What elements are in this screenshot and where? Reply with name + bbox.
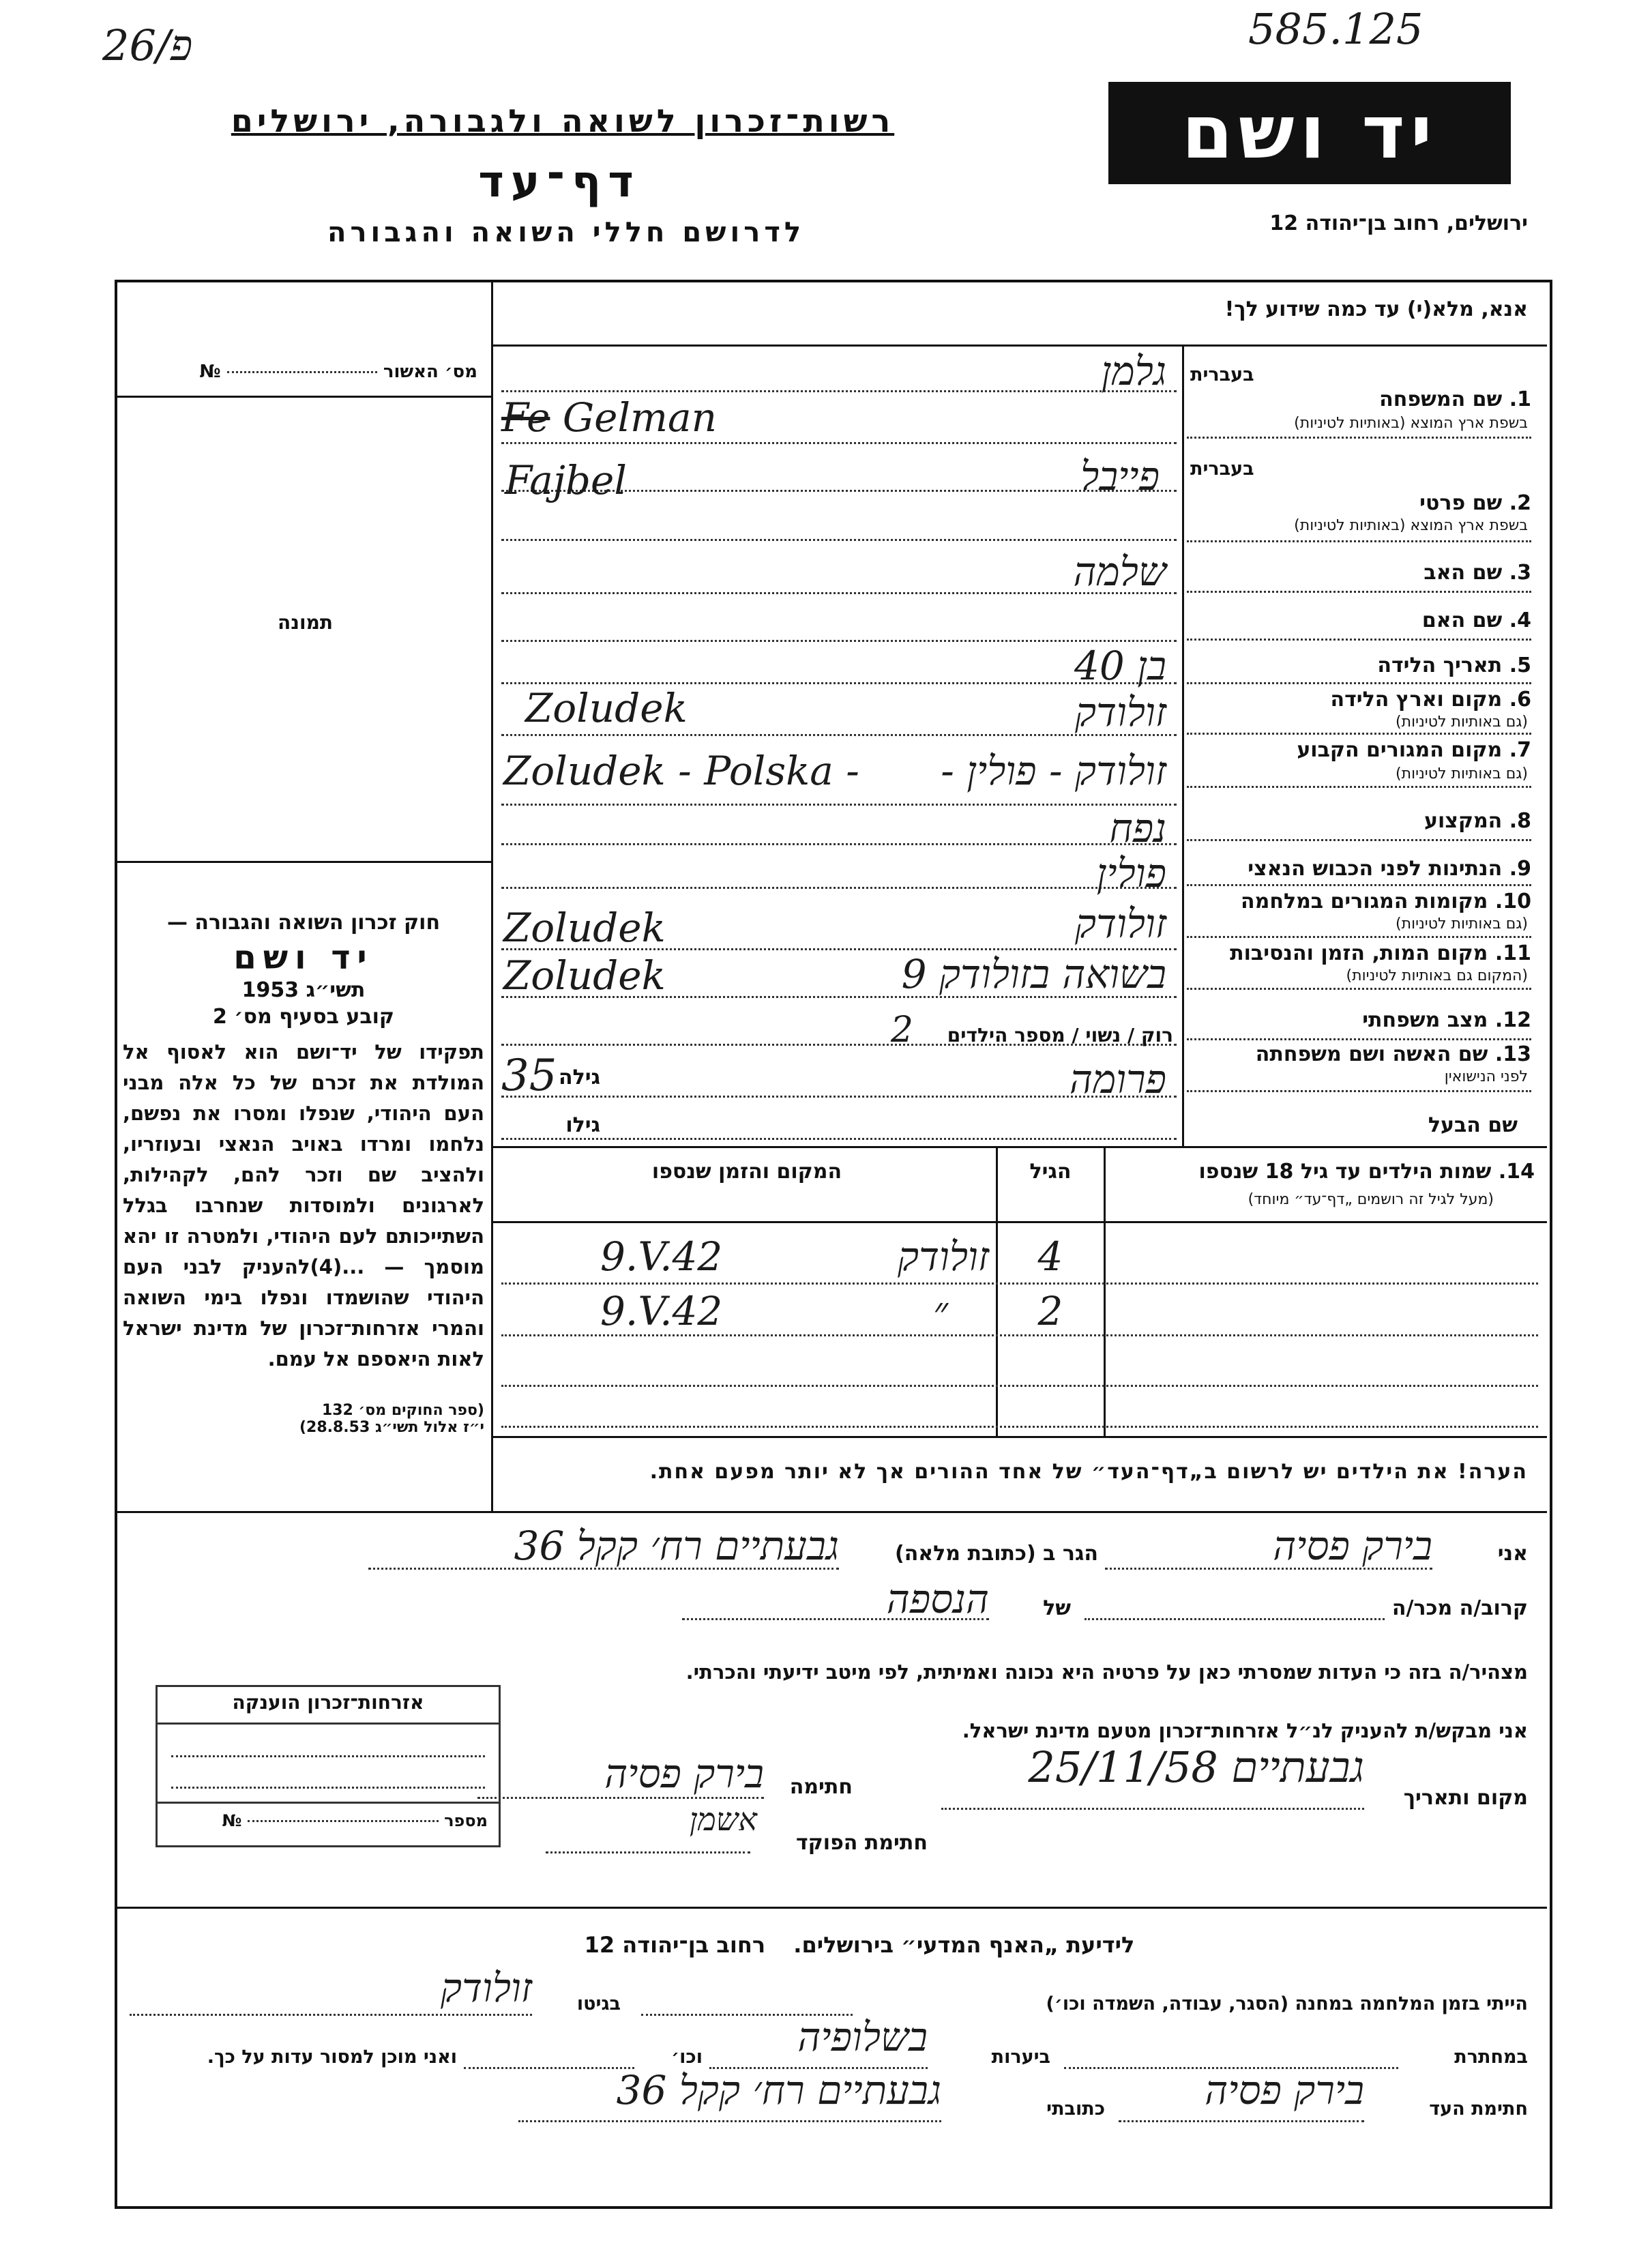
yad-vashem-logo xyxy=(1108,82,1511,184)
divider-footer xyxy=(115,1907,1547,1909)
relation-rule xyxy=(1085,1618,1385,1620)
footer-ghetto[interactable]: זולודק xyxy=(441,1965,532,2011)
field-1-sub: בשפת ארץ המוצא (באותיות לטיניות) xyxy=(1294,415,1528,432)
citizenship-box-line-1 xyxy=(171,1755,485,1757)
declarant-address[interactable]: גבעתיים רח׳ קקל 36 xyxy=(514,1523,839,1569)
citizenship-box-divider xyxy=(158,1722,499,1725)
divider-children-age xyxy=(996,1146,998,1436)
child-2-age[interactable]: 2 xyxy=(1037,1288,1063,1334)
field-11-label xyxy=(1190,941,1531,965)
divider-children xyxy=(491,1146,1547,1148)
children-row-4-rule xyxy=(501,1426,1538,1428)
field-11-num: 11. xyxy=(1494,941,1531,965)
approval-number xyxy=(130,362,477,382)
field-7-text: מקום המגורים הקבוע xyxy=(1297,738,1503,762)
birthplace-latin[interactable]: Zoludek xyxy=(525,685,688,731)
field-9-label xyxy=(1190,857,1531,881)
approval-input[interactable] xyxy=(227,371,377,373)
footer-etc-label: וכו׳ xyxy=(671,2047,703,2068)
law-block xyxy=(123,911,484,1436)
children-col-place: המקום והזמן שנספו xyxy=(651,1160,842,1184)
relation-value[interactable]: הנספה xyxy=(886,1576,989,1622)
declaration-statement: מצהיר/ה בזה כי העדות שמסרתי כאן על פרטיה היא נכונה ואמיתית, לפי מיטב ידיעתי והכרתי. xyxy=(685,1660,1528,1684)
divider-note xyxy=(491,1436,1547,1438)
footer-witness-address-label: כתובתי xyxy=(1046,2098,1105,2120)
footer-witness-label: חתימת העד xyxy=(1429,2098,1528,2120)
field-8-label xyxy=(1190,809,1531,833)
wife-age-label: גילה xyxy=(559,1066,600,1089)
field-7-sub: (גם באותיות לטיניות) xyxy=(1396,765,1528,782)
law-body: תפקידו של יד־ושם הוא לאסוף אל המולדת את זכרם של כל אלה מבני העם היהודי, שנפלו ומסרו את נפשם, נלחמו ומרדו באויב הנאצי ובעוזריו, ולהציב שם וזכר להם, לקהילות, לארגונים ולמוסדות שנחרבו בגלל השתייכותם לעם היהודי, ולמטרה זו יהא מוסמך — ...(4)להעניק לבני העם היהודי שהושמדו ונפלו בימי השואה והמרי אזרחות־זכרון של מדינת ישראל לאות היאספם אל עמם. xyxy=(123,1040,484,1370)
field-12-rule xyxy=(1187,1038,1531,1040)
footer-ready-label: ואני מוכן למסור עדות על כך. xyxy=(207,2047,457,2068)
divider-children-name xyxy=(1104,1146,1106,1436)
field-1-rule xyxy=(1187,437,1531,439)
relation-label: קרוב/ה מכר/ה xyxy=(1391,1596,1528,1620)
officer-signature[interactable]: אשמן xyxy=(689,1801,757,1838)
divider-request xyxy=(491,344,1547,347)
place-date-rule xyxy=(941,1808,1364,1810)
firstname-latin[interactable]: Fajbel xyxy=(505,457,627,503)
field-12-label xyxy=(1190,1008,1531,1032)
law-year-heb: תשי״ג xyxy=(306,978,366,1002)
field-9-rule xyxy=(1187,884,1531,886)
field-3-num: 3. xyxy=(1509,561,1531,585)
request-line: אנא, מלא(י) עד כמה שידוע לך! xyxy=(1224,297,1528,321)
field-8-rule xyxy=(1187,839,1531,841)
citizenship-request: אני מבקש/ת להעניק לנ״ל אזרחות־זכרון מטעם מדינת ישראל. xyxy=(962,1719,1528,1742)
declarant-name[interactable]: בירק פסיה xyxy=(1273,1523,1432,1569)
archive-number: 585.125 xyxy=(1248,4,1424,54)
divider-photo xyxy=(115,861,491,863)
form-subtitle: לדרושם חללי השואה והגבורה xyxy=(327,217,806,248)
child-2-place[interactable]: ״ xyxy=(932,1288,948,1334)
field-6-rule xyxy=(1187,733,1531,735)
approval-label: מס׳ האשור xyxy=(383,362,477,382)
citizenship-granted-box xyxy=(156,1685,501,1847)
field-10-num: 10. xyxy=(1494,890,1531,913)
field-5-num: 5. xyxy=(1509,654,1531,677)
law-clause: קובע בסעיף מס׳ 2 xyxy=(212,1005,395,1029)
divider-label-column xyxy=(1182,344,1184,1146)
surname-hebrew[interactable]: גלמן xyxy=(1101,348,1166,394)
wife-name[interactable]: פרומה xyxy=(1069,1056,1166,1102)
field-5-label xyxy=(1190,654,1531,677)
field-6-sub: (גם באותיות לטיניות) xyxy=(1396,714,1528,731)
field-2-num: 2. xyxy=(1509,491,1531,515)
field-13-text: שם האשה ושם משפחתה xyxy=(1255,1042,1488,1066)
child-2-date[interactable]: 9.V.42 xyxy=(600,1288,723,1334)
children-row-2-rule xyxy=(501,1334,1538,1336)
footer-witness-address[interactable]: גבעתיים רח׳ קקל 36 xyxy=(616,2067,941,2113)
field-2-label xyxy=(1190,491,1531,515)
children-row-3-rule xyxy=(501,1385,1538,1387)
field-5-text: תאריך הלידה xyxy=(1377,654,1503,677)
wartime-place-latin[interactable]: Zoludek xyxy=(503,905,666,951)
children-count: 2 xyxy=(890,1010,913,1051)
law-year-num: 1953 xyxy=(241,978,299,1002)
field-2-heb-tag: בעברית xyxy=(1190,458,1254,480)
declarant-address-label: הגר ב (כתובת מלאה) xyxy=(894,1542,1098,1566)
citizenship-box-line-2 xyxy=(171,1787,485,1789)
field-11-sub: (המקום גם באותיות לטיניות) xyxy=(1346,967,1528,984)
marital-status[interactable] xyxy=(682,1010,1173,1051)
field-7-rule xyxy=(1187,786,1531,788)
children-header-rule xyxy=(491,1221,1547,1223)
field-9-num: 9. xyxy=(1509,857,1531,881)
photo-label: תמונה xyxy=(278,611,333,634)
citizenship-box-number xyxy=(168,1811,488,1830)
birth-date[interactable]: בן 40 xyxy=(1074,643,1166,689)
footer-camp-label: הייתי בזמן המלחמה במחנה (הסגר, עבודה, השמדה וכו׳) xyxy=(1046,1993,1528,2014)
divider-approval xyxy=(115,396,491,398)
field-13-label xyxy=(1190,1042,1531,1066)
residence-hebrew[interactable]: זולודק - פולין - xyxy=(941,748,1166,794)
field-10-text: מקומות המגורים במלחמה xyxy=(1241,890,1488,913)
field-7-num: 7. xyxy=(1509,738,1531,762)
field-6-text: מקום וארץ הלידה xyxy=(1330,688,1503,712)
law-name: יד ושם xyxy=(233,939,374,977)
child-1-place[interactable]: זולודק xyxy=(898,1233,989,1280)
field-9-text: הנתינות לפני הכבוש הנאצי xyxy=(1248,857,1503,881)
field-2-text: שם פרטי xyxy=(1419,491,1503,515)
footer-address: רחוב בן־יהודה 12 xyxy=(584,1932,766,1958)
profession[interactable]: נפח xyxy=(1109,805,1166,851)
field-2-rule xyxy=(1187,540,1531,542)
field-4-text: שם האם xyxy=(1421,609,1503,632)
photo-area xyxy=(126,407,484,855)
field-3-rule xyxy=(1187,591,1531,593)
birthplace-hebrew[interactable]: זולודק xyxy=(1075,689,1166,735)
law-title: חוק זכרון השואה והגבורה — xyxy=(166,911,441,935)
divider-declaration xyxy=(115,1511,1547,1513)
field-6-num: 6. xyxy=(1509,688,1531,712)
death-place-latin[interactable]: Zoludek xyxy=(503,952,666,999)
field-12-num: 12. xyxy=(1494,1008,1531,1032)
footer-ghetto-rule xyxy=(130,2014,532,2016)
value-rule-14 xyxy=(501,1138,1177,1140)
footer-partisan-label: במחתרת xyxy=(1454,2047,1528,2068)
field-1-label xyxy=(1190,387,1531,411)
field-7-label xyxy=(1190,738,1531,762)
field-11-rule xyxy=(1187,988,1531,990)
field-3-label xyxy=(1190,561,1531,585)
field-1-num: 1. xyxy=(1509,387,1531,411)
child-1-date[interactable]: 9.V.42 xyxy=(600,1233,723,1280)
footer-heading xyxy=(477,1932,1241,1958)
field-4-num: 4. xyxy=(1509,609,1531,632)
law-source-date: י״ז אלול תשי״ג 28.8.53) xyxy=(299,1419,484,1436)
field-8-num: 8. xyxy=(1509,809,1531,833)
value-rule-2b xyxy=(501,539,1177,541)
surname-struck: Fe xyxy=(501,394,550,441)
value-rule-4 xyxy=(501,640,1177,642)
husband-label: שם הבעל xyxy=(1428,1113,1518,1137)
field-8-text: המקצוע xyxy=(1424,809,1503,833)
field-1-heb-tag: בעברית xyxy=(1190,364,1254,385)
field-4-rule xyxy=(1187,639,1531,641)
wartime-place-hebrew[interactable]: זולודק xyxy=(1075,900,1166,947)
authority-name: רשות־זכרון לשואה ולגבורה, ירושלים xyxy=(231,102,895,139)
footer-witness-address-rule xyxy=(518,2120,941,2122)
page-code: פ/26 xyxy=(102,20,193,70)
law-source: (ספר החוקים מס׳ 132 xyxy=(321,1402,484,1419)
field-5-rule xyxy=(1187,682,1531,684)
field-6-label xyxy=(1190,688,1531,712)
citizenship-box-no: № xyxy=(222,1811,242,1830)
citizenship[interactable]: פולין xyxy=(1096,850,1166,896)
value-rule-1b xyxy=(501,442,1177,444)
firstname-hebrew[interactable]: פייבל xyxy=(1080,453,1160,499)
children-col-age: הגיל xyxy=(1029,1160,1072,1184)
field-2-sub: בשפת ארץ המוצא (באותיות לטיניות) xyxy=(1294,517,1528,534)
footer-witness-rule xyxy=(1119,2120,1364,2122)
children-title: 14. שמות הילדים עד גיל 18 שנספו xyxy=(1198,1160,1535,1184)
law-year xyxy=(123,978,484,1002)
field-3-text: שם האב xyxy=(1424,561,1503,585)
residence-latin[interactable]: Zoludek - Polska - xyxy=(503,748,859,794)
header-address: ירושלים, רחוב בן־יהודה 12 xyxy=(1269,211,1528,235)
signature-rule xyxy=(477,1797,764,1799)
place-date[interactable]: גבעתיים 25/11/58 xyxy=(1028,1742,1364,1792)
officer-signature-label: חתימת הפוקד xyxy=(796,1831,928,1855)
child-1-age[interactable]: 4 xyxy=(1037,1233,1063,1280)
footer-forest[interactable]: בשלופיה xyxy=(797,2014,928,2060)
field-1-text: שם המשפחה xyxy=(1379,387,1503,411)
citizenship-box-number-input[interactable] xyxy=(248,1820,439,1822)
children-row-1-rule xyxy=(501,1282,1538,1285)
field-10-sub: (גם באותיות לטיניות) xyxy=(1396,915,1528,933)
surname-latin-text: Gelman xyxy=(562,394,717,441)
field-13-rule xyxy=(1187,1090,1531,1092)
footer-witness-signature[interactable]: בירק פסיה xyxy=(1205,2067,1364,2113)
officer-signature-rule xyxy=(546,1851,750,1853)
declarant-signature[interactable]: בירק פסיה xyxy=(604,1750,764,1797)
citizenship-box-divider-2 xyxy=(158,1802,499,1804)
field-10-rule xyxy=(1187,936,1531,938)
footer-forest-label: ביערות xyxy=(991,2047,1050,2068)
approval-no: № xyxy=(199,362,221,382)
field-12-text: מצב משפחתי xyxy=(1362,1008,1488,1032)
field-13-num: 13. xyxy=(1494,1042,1531,1066)
father-name[interactable]: שלמה xyxy=(1073,548,1166,595)
children-note: הערה! את הילדים יש לרשום ב„דף־העד״ של אחד ההורים אך לא יותר מפעם אחת. xyxy=(649,1460,1528,1484)
field-4-label xyxy=(1190,609,1531,632)
of-label: של xyxy=(1043,1596,1071,1620)
logo-text: יד ושם xyxy=(1181,90,1438,175)
citizenship-box-number-label: מספר xyxy=(444,1811,488,1830)
field-13-sub: לפני הנישואין xyxy=(1444,1068,1528,1085)
divider-left-column xyxy=(491,280,493,1511)
signature-label: חתימה xyxy=(789,1775,853,1799)
wife-age[interactable]: 35 xyxy=(501,1051,557,1101)
husband-age-label: גילו xyxy=(565,1113,600,1137)
declarant-i-label: אני xyxy=(1497,1542,1528,1566)
field-11-text: מקום המות, הזמן והנסיבות xyxy=(1230,941,1488,965)
place-date-label: מקום ותאריך xyxy=(1403,1786,1528,1810)
footer-title: לידיעת „האנף המדעי״ בירושלים. xyxy=(793,1932,1135,1958)
children-subtitle: (מעל לגיל זה רושמים „דף־עד״ מיוחד) xyxy=(1248,1191,1494,1208)
form-title: דף־עד xyxy=(478,157,640,207)
surname-latin[interactable] xyxy=(501,394,911,441)
death-place-hebrew[interactable]: בשואה בזולודק 9 xyxy=(901,951,1166,997)
marital-label: רוק / נשוי / מספר הילדים xyxy=(947,1024,1173,1046)
citizenship-box-title: אזרחות־זכרון הוענקה xyxy=(232,1691,424,1714)
footer-ghetto-label: בגיטו xyxy=(576,1993,621,2014)
field-10-label xyxy=(1190,890,1531,913)
